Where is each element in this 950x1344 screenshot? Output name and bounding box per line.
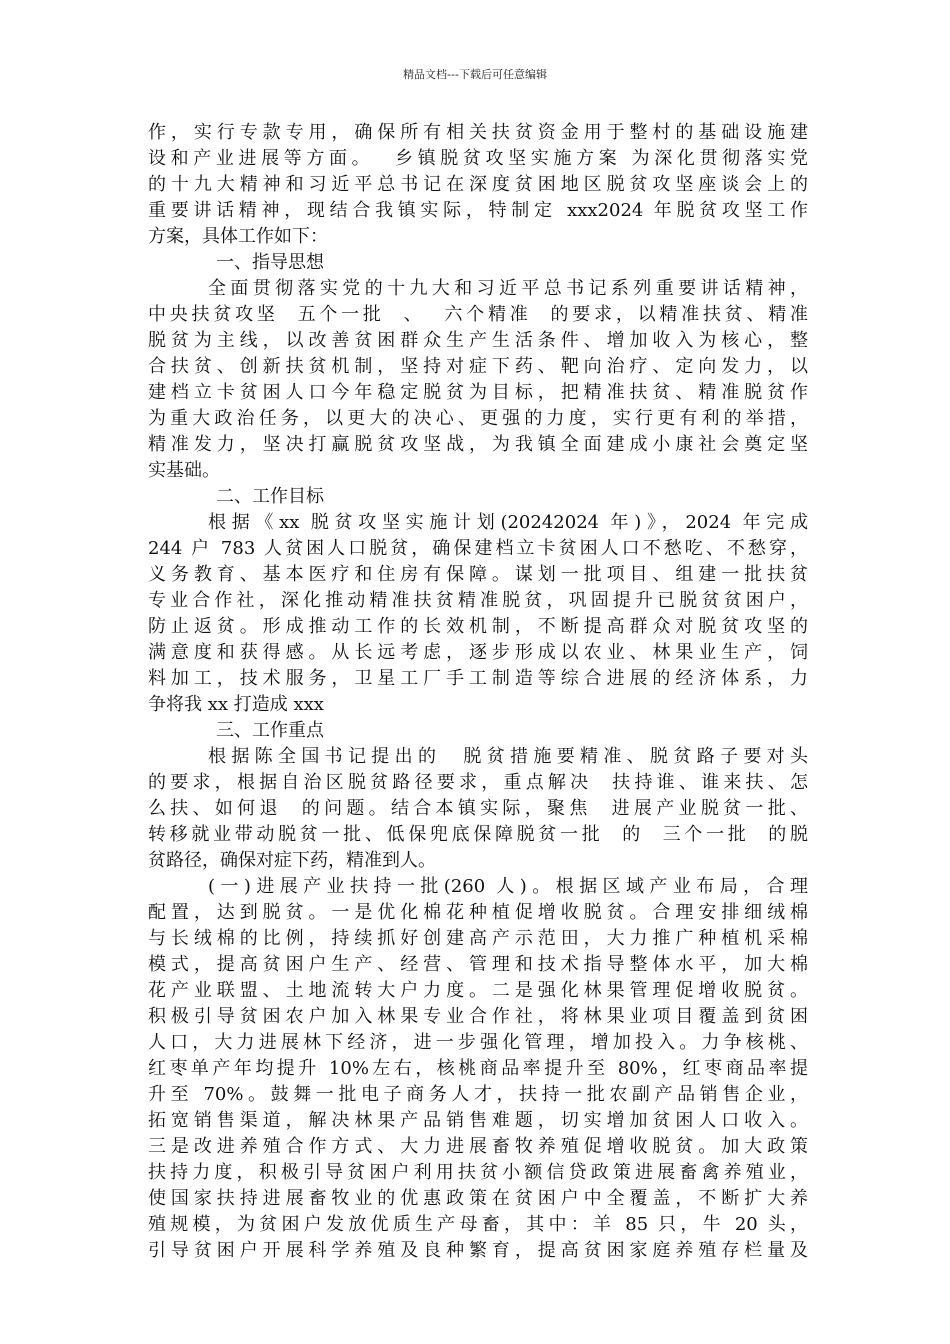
document-body [148, 120, 808, 1264]
page-header: 精品文档---下载后可任意编辑 [403, 68, 547, 81]
paragraph-line: 使国家扶持进展畜牧业的优惠政策在贫困户中全覆盖，不断扩大养 [148, 1188, 808, 1209]
paragraph-line: 脱贫为主线，以改善贫困群众生产生活条件、增加收入为核心，整 [148, 330, 808, 351]
paragraph-line: 根据《xx 脱贫攻坚实施计划(20242024 年)》，2024 年完成 [208, 512, 808, 533]
paragraph-line: 合扶贫、创新扶贫机制，坚持对症下药、靶向治疗、定向发力，以 [148, 356, 808, 377]
paragraph-line: 三是改进养殖合作方式、大力进展畜牧养殖促增收脱贫。加大政策 [148, 1136, 808, 1157]
paragraph-line: 料加工，技术服务，卫星工厂手工制造等综合进展的经济体系，力 [148, 668, 808, 689]
paragraph-line: 义务教育、基本医疗和住房有保障。谋划一批项目、组建一批扶贫 [148, 564, 808, 585]
paragraph-line: 实基础。 [148, 460, 220, 481]
paragraph-line: 满意度和获得感。从长远考虑，逐步形成以农业、林果业生产，饲 [148, 642, 808, 663]
paragraph-line: 转移就业带动脱贫一批、低保兜底保障脱贫一批 的 三个一批 的脱 [148, 824, 808, 845]
paragraph-line: 全面贯彻落实党的十九大和习近平总书记系列重要讲话精神， [208, 278, 808, 299]
paragraph-line: 设和产业进展等方面。 乡镇脱贫攻坚实施方案 为深化贯彻落实党 [148, 148, 808, 169]
paragraph-line: 模式，提高贫困户生产、经营、管理和技术指导整体水平，加大棉 [148, 954, 808, 975]
paragraph-line: 红枣单产年均提升 10%左右，核桃商品率提升至 80%，红枣商品率提 [148, 1058, 808, 1079]
paragraph-line: (一)进展产业扶持一批(260 人)。根据区域产业布局，合理 [208, 876, 808, 897]
paragraph-line: 专业合作社，深化推动精准扶贫精准脱贫，巩固提升已脱贫贫困户， [148, 590, 808, 611]
paragraph-line: 根据陈全国书记提出的 脱贫措施要精准、脱贫路子要对头 [208, 746, 808, 767]
paragraph-line: 殖规模，为贫困户发放优质生产母畜，其中：羊 85 只，牛 20 头， [148, 1214, 808, 1235]
paragraph-line: 244 户 783 人贫困人口脱贫，确保建档立卡贫困人口不愁吃、不愁穿， [148, 538, 808, 559]
paragraph-line: 的要求，根据自治区脱贫路径要求，重点解决 扶持谁、谁来扶、怎 [148, 772, 808, 793]
section-heading: 一、指导思想 [216, 252, 324, 273]
paragraph-line: 升至 70%。鼓舞一批电子商务人才，扶持一批农副产品销售企业， [148, 1084, 808, 1105]
paragraph-line: 争将我 xx 打造成 xxx [148, 694, 324, 715]
paragraph-line: 防止返贫。形成推动工作的长效机制，不断提高群众对脱贫攻坚的 [148, 616, 808, 637]
paragraph-line: 精准发力，坚决打赢脱贫攻坚战，为我镇全面建成小康社会奠定坚 [148, 434, 808, 455]
paragraph-line: 么扶、如何退 的问题。结合本镇实际，聚焦 进展产业脱贫一批、 [148, 798, 808, 819]
paragraph-line: 作，实行专款专用，确保所有相关扶贫资金用于整村的基础设施建 [148, 122, 808, 143]
paragraph-line: 扶持力度，积极引导贫困户利用扶贫小额信贷政策进展畜禽养殖业， [148, 1162, 808, 1183]
paragraph-line: 积极引导贫困农户加入林果专业合作社，将林果业项目覆盖到贫困 [148, 1006, 808, 1027]
paragraph-line: 花产业联盟、土地流转大户力度。二是强化林果管理促增收脱贫。 [148, 980, 808, 1001]
paragraph-line: 与长绒棉的比例，持续抓好创建高产示范田，大力推广种植机采棉 [148, 928, 808, 949]
paragraph-line: 拓宽销售渠道，解决林果产品销售难题，切实增加贫困人口收入。 [148, 1110, 808, 1131]
paragraph-line: 为重大政治任务，以更大的决心、更强的力度，实行更有利的举措， [148, 408, 808, 429]
paragraph-line: 建档立卡贫困人口今年稳定脱贫为目标，把精准扶贫、精准脱贫作 [148, 382, 808, 403]
paragraph-line: 引导贫困户开展科学养殖及良种繁育，提高贫困家庭养殖存栏量及 [148, 1240, 808, 1261]
paragraph-line: 方案，具体工作如下： [148, 226, 328, 247]
paragraph-line: 中央扶贫攻坚 五个一批 、 六个精准 的要求，以精准扶贫、精准 [148, 304, 808, 325]
paragraph-line: 的十九大精神和习近平总书记在深度贫困地区脱贫攻坚座谈会上的 [148, 174, 808, 195]
paragraph-line: 重要讲话精神，现结合我镇实际，特制定 xxx2024 年脱贫攻坚工作 [148, 200, 808, 221]
paragraph-line: 人口，大力进展林下经济，进一步强化管理，增加投入。力争核桃、 [148, 1032, 808, 1053]
section-heading: 二、工作目标 [216, 486, 324, 507]
paragraph-line: 贫路径，确保对症下药，精准到人。 [148, 850, 436, 871]
section-heading: 三、工作重点 [216, 720, 324, 741]
paragraph-line: 配置，达到脱贫。一是优化棉花种植促增收脱贫。合理安排细绒棉 [148, 902, 808, 923]
